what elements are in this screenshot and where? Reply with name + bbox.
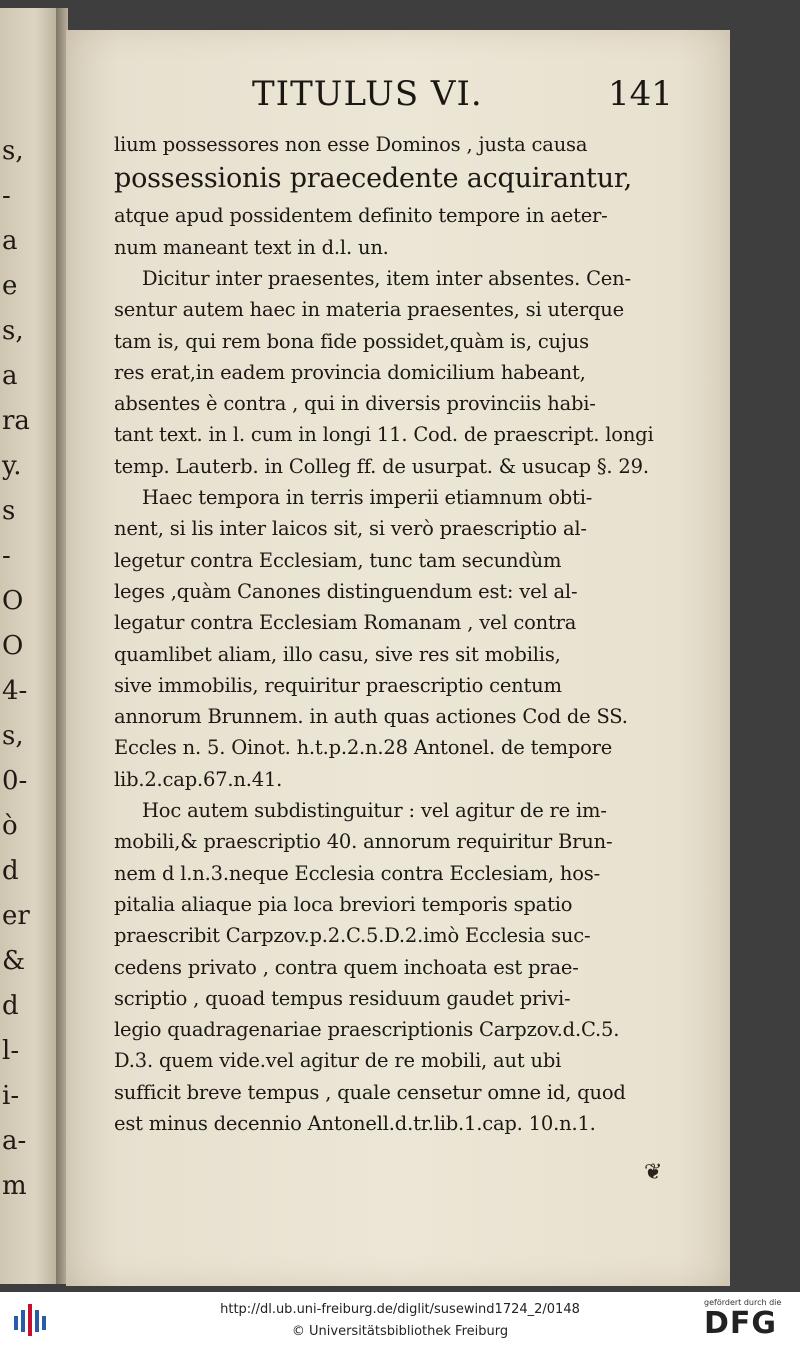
text-line: Hoc autem subdistinguitur : vel agitur de re im- bbox=[142, 799, 607, 822]
text-line: Haec tempora in terris imperii etiamnum obti- bbox=[142, 486, 593, 509]
dfg-logo: DFG bbox=[704, 1306, 778, 1341]
left-page-edge bbox=[0, 8, 58, 1284]
left-page-fragment: a bbox=[2, 361, 18, 391]
left-page-fragment: a bbox=[2, 226, 18, 256]
left-page-fragment: s, bbox=[2, 316, 24, 346]
text-line: res erat,in eadem provincia domicilium habeant, bbox=[114, 360, 586, 384]
text-line: legatur contra Ecclesiam Romanam , vel contra bbox=[114, 611, 577, 635]
viewer-footer bbox=[0, 1292, 800, 1349]
left-page-fragment: m bbox=[2, 1171, 27, 1201]
text-line: est minus decennio Antonell.d.tr.lib.1.cap. 10.n.1. bbox=[114, 1112, 596, 1135]
left-page-fragment: d bbox=[2, 856, 19, 886]
left-page-fragment: er bbox=[2, 901, 30, 931]
page-number: 141 bbox=[608, 74, 673, 114]
text-line: num maneant text in d.l. un. bbox=[114, 235, 389, 259]
text-line: atque apud possidentem definito tempore in aeter- bbox=[114, 204, 608, 228]
text-line: temp. Lauterb. in Colleg ff. de usurpat. & usucap §. 29. bbox=[114, 454, 649, 478]
left-page-fragment: s, bbox=[2, 721, 24, 751]
text-line: Dicitur inter praesentes, item inter absentes. Cen- bbox=[142, 266, 631, 290]
text-line: sentur autem haec in materia praesentes, si uterque bbox=[114, 298, 624, 322]
page-url[interactable]: http://dl.ub.uni-freiburg.de/diglit/susewind1724_2/0148 bbox=[220, 1302, 580, 1317]
page-header bbox=[66, 74, 730, 124]
text-line: legio quadragenariae praescriptionis Carpzov.d.C.5. bbox=[114, 1018, 620, 1042]
text-line: tant text. in l. cum in longi 11. Cod. de praescript. longi bbox=[114, 423, 654, 447]
left-page-fragment: e bbox=[2, 271, 18, 301]
left-page-fragment: O bbox=[2, 586, 24, 616]
left-page-fragment: ra bbox=[2, 406, 30, 436]
text-line: Eccles n. 5. Oinot. h.t.p.2.n.28 Antonel. de tempore bbox=[114, 736, 613, 760]
left-page-fragment: - bbox=[2, 181, 11, 211]
text-line: sive immobilis, requiritur praescriptio centum bbox=[114, 673, 562, 697]
left-page-fragment: d bbox=[2, 991, 19, 1021]
text-line: pitalia aliaque pia loca breviori temporis spatio bbox=[114, 892, 573, 916]
text-line: mobili,& praescriptio 40. annorum requiritur Brun- bbox=[114, 830, 613, 854]
text-line: D.3. quem vide.vel agitur de re mobili, aut ubi bbox=[114, 1049, 562, 1073]
copyright-notice: © Universitätsbibliothek Freiburg bbox=[291, 1324, 509, 1339]
text-line: tam is, qui rem bona fide possidet,quàm is, cujus bbox=[114, 329, 589, 353]
sponsor-text: gefördert durch die bbox=[704, 1298, 782, 1307]
text-line: sufficit breve tempus , quale censetur omne id, quod bbox=[114, 1080, 626, 1104]
left-page-fragment: s bbox=[2, 496, 16, 526]
left-page-fragment: ò bbox=[2, 811, 18, 841]
ornament-glyph: ❦ bbox=[644, 1160, 663, 1185]
text-line: possessionis praecedente acquirantur, bbox=[114, 163, 633, 195]
left-page-fragment: y. bbox=[2, 451, 22, 481]
text-line: lib.2.cap.67.n.41. bbox=[114, 767, 283, 791]
text-line: annorum Brunnem. in auth quas actiones Cod de SS. bbox=[114, 705, 628, 729]
book-page bbox=[66, 30, 730, 1286]
left-page-fragment: a- bbox=[2, 1126, 27, 1156]
text-line: scriptio , quoad tempus residuum gaudet privi- bbox=[114, 986, 571, 1010]
text-line: absentes è contra , qui in diversis provinciis habi- bbox=[114, 392, 596, 416]
left-page-fragment: - bbox=[2, 541, 11, 571]
left-page-fragment: i- bbox=[2, 1081, 20, 1111]
left-page-fragment: l- bbox=[2, 1036, 20, 1066]
text-line: nem d l.n.3.neque Ecclesia contra Ecclesiam, hos- bbox=[114, 861, 600, 885]
left-page-fragment: 0- bbox=[2, 766, 28, 796]
running-title: TITULUS VI. bbox=[252, 74, 483, 114]
text-line: praescribit Carpzov.p.2.C.5.D.2.imò Ecclesia suc- bbox=[114, 924, 591, 948]
text-line: nent, si lis inter laicos sit, si verò praescriptio al- bbox=[114, 517, 587, 541]
text-line: legetur contra Ecclesiam, tunc tam secundùm bbox=[114, 548, 562, 572]
text-line: leges ,quàm Canones distinguendum est: vel al- bbox=[114, 579, 578, 603]
text-line: lium possessores non esse Dominos , justa causa bbox=[114, 133, 588, 156]
text-line: quamlibet aliam, illo casu, sive res sit mobilis, bbox=[114, 642, 561, 666]
left-page-fragment: O bbox=[2, 631, 24, 661]
text-line: cedens privato , contra quem inchoata est prae- bbox=[114, 955, 579, 979]
left-page-fragment: 4- bbox=[2, 676, 28, 706]
left-page-fragment: s, bbox=[2, 136, 24, 166]
left-page-fragment: & bbox=[2, 946, 26, 976]
